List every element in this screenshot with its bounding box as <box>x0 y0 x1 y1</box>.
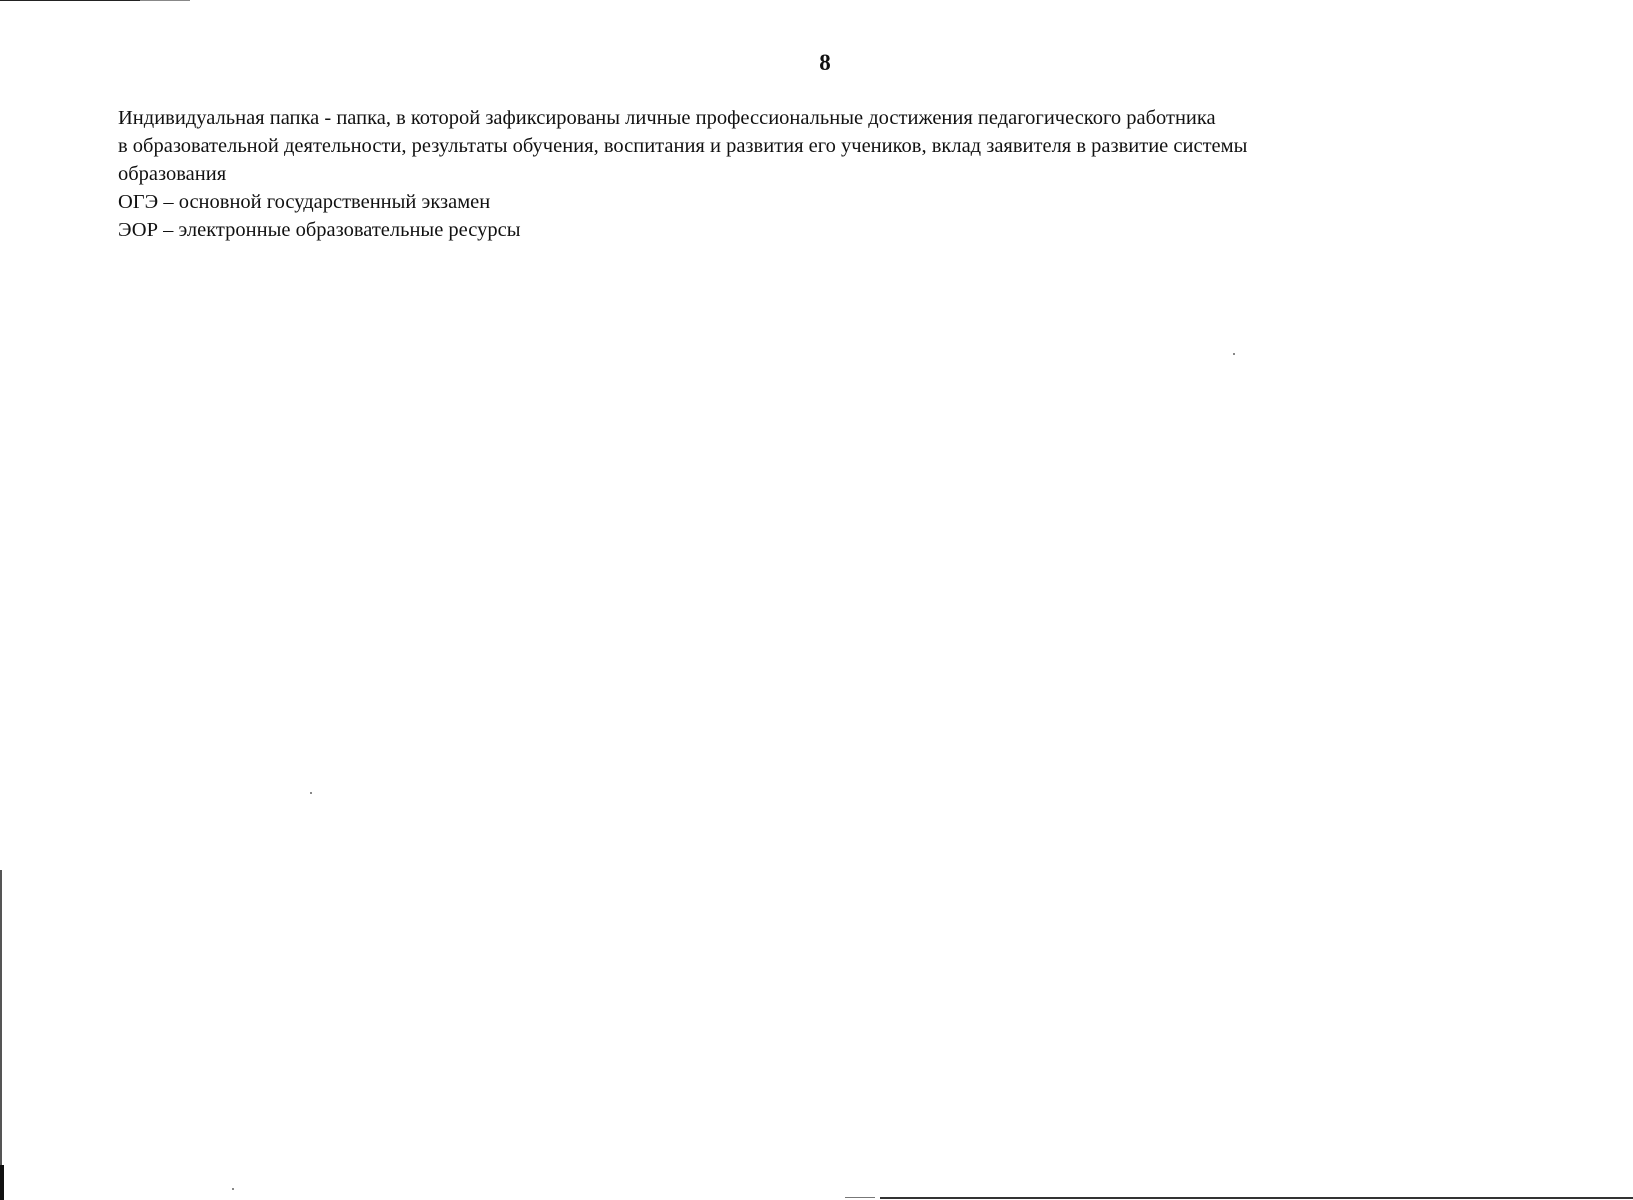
scan-artifact-bottom-line <box>880 1197 1633 1199</box>
scan-artifact-dot <box>310 792 312 794</box>
page-number: 8 <box>819 50 831 75</box>
scan-artifact-dot <box>232 1188 234 1190</box>
text-line: образования <box>118 163 227 185</box>
scan-artifact-left-mark <box>0 1165 4 1200</box>
text-line: в образовательной деятельности, результаты обучения, воспитания и развития его учеников, вклад заявителя в развитие системы <box>118 135 1248 157</box>
scan-artifact-dot <box>1233 353 1235 355</box>
glossary-text <box>118 104 1538 244</box>
scan-artifact-left-edge <box>0 870 2 1200</box>
scan-artifact-top-dots <box>140 0 190 1</box>
text-line: ОГЭ – основной государственный экзамен <box>118 191 491 213</box>
text-line: Индивидуальная папка - папка, в которой зафиксированы личные профессиональные достижения педагогического работника <box>118 107 1216 129</box>
scan-artifact-top-line <box>0 0 140 1</box>
scan-artifact-bottom-dash <box>845 1197 875 1198</box>
text-line: ЭОР – электронные образовательные ресурсы <box>118 219 521 241</box>
